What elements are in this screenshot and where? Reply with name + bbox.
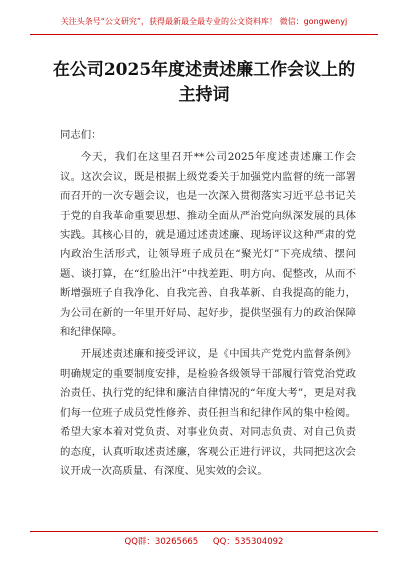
header-divider bbox=[30, 34, 378, 35]
salutation: 同志们： bbox=[60, 129, 102, 141]
footer-qq-number: QQ：535304092 bbox=[212, 537, 284, 547]
footer-divider bbox=[30, 531, 378, 532]
paragraph-2: 开展述责述廉和接受评议，是《中国共产党党内监督条例》明确规定的重要制度安排，是检验各级领导干部履行管党治党政治责任、执行党的纪律和廉洁自律情况的“年度大考”，更是对我们每一位班子成员党性修养、责任担当和纪律作风的集中检阅。希望大家本着对党负责、对事业负责、对同志负责、对自己负责的态度，认真听取述责述廉，客观公正进行评议，共同把这次会议开成一次高质量、有深度、见实效的会议。 bbox=[60, 348, 356, 477]
paragraph-1: 今天，我们在这里召开**公司2025年度述责述廉工作会议。这次会议，既是根据上级党委关于加强党内监督的统一部署而召开的一次专题会议，也是一次深入贯彻落实习近平总书记关于党的自我革命重要思想、推动全面从严治党向纵深发展的具体实践。其核心目的，就是通过述责述廉、现场评议这种严肃的党内政治生活形式，让领导班子成员在“聚光灯”下亮成绩、摆问题、谈打算，在“红脸出汗”中找差距、明方向、促整改，从而不断增强班子自我净化、自我完善、自我革新、自我提高的能力，为公司在新的一年里开好局、起好步，提供坚强有力的政治保障和纪律保障。 bbox=[60, 151, 356, 339]
title-line-1: 在公司2025年度述责述廉工作会议上的 bbox=[52, 60, 356, 80]
page-footer bbox=[30, 536, 378, 548]
document-body bbox=[60, 126, 356, 481]
title-line-2: 主持词 bbox=[178, 85, 230, 105]
footer-qq-group: QQ群：30265665 bbox=[124, 537, 199, 547]
page-header-banner: 关注头条号“公文研究”，获得最新最全最专业的公文资料库！ 微信：gongwenyj bbox=[60, 17, 348, 26]
document-title bbox=[40, 58, 368, 108]
